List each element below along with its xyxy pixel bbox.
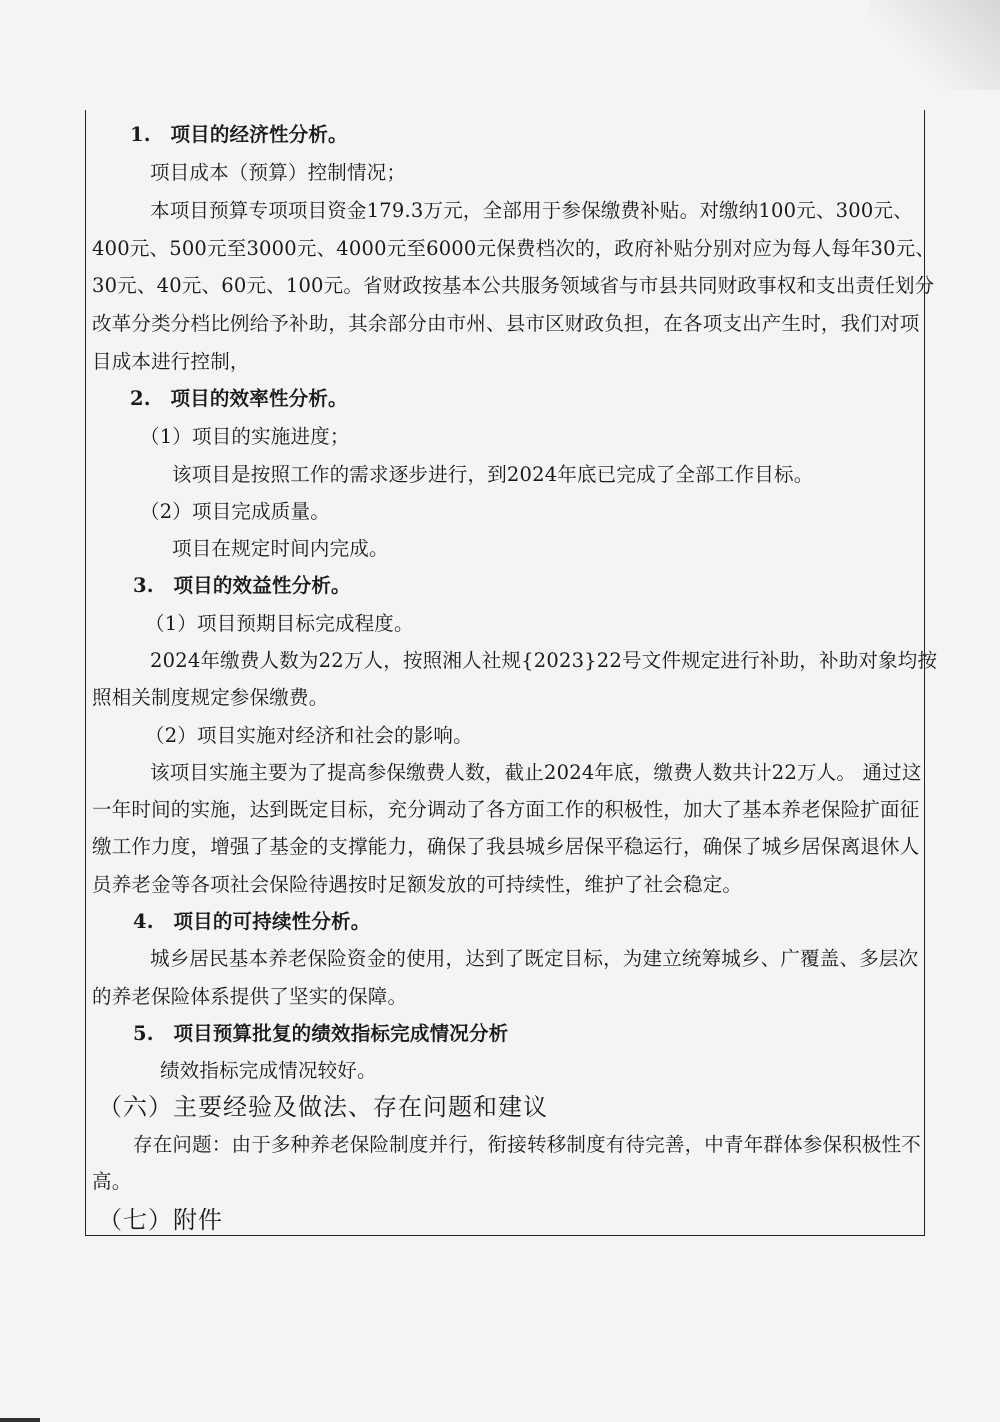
section-heading-attachments: （七）附件 <box>98 1206 223 1234</box>
paragraph-line: 2024年缴费人数为22万人，按照湘人社规{2023}22号文件规定进行补助，补助对象均按 <box>150 649 938 672</box>
paragraph-line: 的养老保险体系提供了坚实的保障。 <box>92 985 408 1008</box>
section-heading-efficiency: 2. 项目的效率性分析。 <box>130 387 348 410</box>
paragraph-line: 一年时间的实施，达到既定目标，充分调动了各方面工作的积极性，加大了基本养老保险扩面征 <box>92 798 920 821</box>
paragraph-line: 员养老金等各项社会保险待遇按时足额发放的可持续性，维护了社会稳定。 <box>92 873 743 896</box>
section-heading-sustainability: 4. 项目的可持续性分析。 <box>133 910 371 933</box>
paragraph-line: 该项目实施主要为了提高参保缴费人数，截止2024年底，缴费人数共计22万人。 通过这 <box>150 761 922 784</box>
paragraph-line: 项目在规定时间内完成。 <box>172 537 389 560</box>
paragraph-line: 高。 <box>92 1170 132 1193</box>
paragraph-line: 城乡居民基本养老保险资金的使用，达到了既定目标，为建立统筹城乡、广覆盖、多层次 <box>150 947 919 970</box>
paragraph-line: 存在问题：由于多种养老保险制度并行，衔接转移制度有待完善，中青年群体参保积极性不 <box>133 1133 922 1156</box>
section-heading-indicators: 5. 项目预算批复的绩效指标完成情况分析 <box>133 1022 509 1045</box>
paragraph-line: 绩效指标完成情况较好。 <box>160 1059 377 1082</box>
subheading-cost-control: 项目成本（预算）控制情况； <box>150 161 407 184</box>
paragraph-line: 该项目是按照工作的需求逐步进行，到2024年底已完成了全部工作目标。 <box>172 463 814 486</box>
scan-edge-mark <box>0 1418 40 1422</box>
paragraph-line: 本项目预算专项项目资金179.3万元，全部用于参保缴费补贴。对缴纳100元、300元、 <box>150 199 913 222</box>
section-heading-benefit: 3. 项目的效益性分析。 <box>133 574 351 597</box>
paragraph-line: 400元、500元至3000元、4000元至6000元保费档次的，政府补贴分别对应为每人每年30元、 <box>92 237 936 260</box>
paragraph-line: 30元、40元、60元、100元。省财政按基本公共服务领域省与市县共同财政事权和支出责任划分 <box>92 274 935 297</box>
section-heading-experience: （六）主要经验及做法、存在问题和建议 <box>98 1093 548 1121</box>
paragraph-line: 缴工作力度，增强了基金的支撑能力，确保了我县城乡居保平稳运行，确保了城乡居保离退休人 <box>92 835 920 858</box>
subheading-progress: （1）项目的实施进度； <box>140 425 350 448</box>
section-heading-economic: 1. 项目的经济性分析。 <box>130 123 348 146</box>
subheading-target-completion: （1）项目预期目标完成程度。 <box>145 612 414 635</box>
paragraph-line: 改革分类分档比例给予补助，其余部分由市州、县市区财政负担，在各项支出产生时，我们对项 <box>92 312 920 335</box>
scan-shadow <box>870 0 1000 90</box>
subheading-impact: （2）项目实施对经济和社会的影响。 <box>145 724 473 747</box>
paragraph-line: 目成本进行控制， <box>92 350 250 373</box>
subheading-quality: （2）项目完成质量。 <box>140 500 330 523</box>
paragraph-line: 照相关制度规定参保缴费。 <box>92 686 329 709</box>
